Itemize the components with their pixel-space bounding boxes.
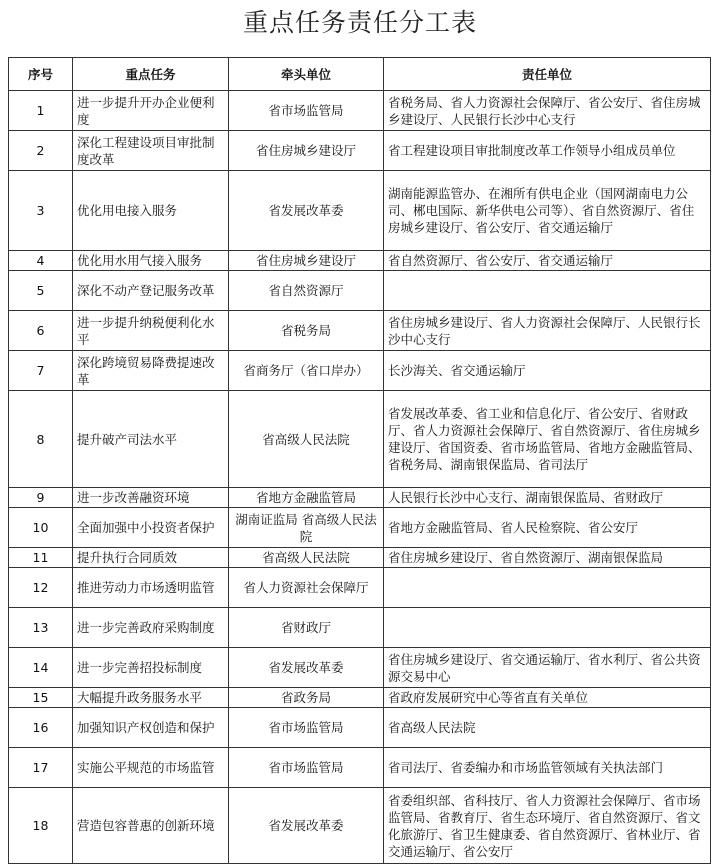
page-title: 重点任务责任分工表 (242, 8, 477, 37)
cell-task: 推进劳动力市场透明监管 (73, 568, 229, 608)
table-row (9, 648, 711, 688)
cell-task: 大幅提升政务服务水平 (73, 688, 229, 708)
cell-resp: 省住房城乡建设厅、省自然资源厅、湖南银保监局 (384, 548, 711, 568)
cell-no: 5 (9, 271, 73, 311)
cell-no: 9 (9, 488, 73, 508)
cell-resp: 长沙海关、省交通运输厅 (384, 351, 711, 391)
cell-resp: 省自然资源厅、省公安厅、省交通运输厅 (384, 251, 711, 271)
cell-no: 11 (9, 548, 73, 568)
cell-resp (384, 271, 711, 311)
cell-task: 优化用电接入服务 (73, 171, 229, 251)
cell-lead: 省住房城乡建设厅 (229, 131, 384, 171)
cell-task: 深化跨境贸易降费提速改革 (73, 351, 229, 391)
cell-no: 2 (9, 131, 73, 171)
cell-no: 1 (9, 91, 73, 131)
cell-lead: 省人力资源社会保障厅 (229, 568, 384, 608)
cell-lead: 省自然资源厅 (229, 271, 384, 311)
table-row (9, 171, 711, 251)
table-row (9, 311, 711, 351)
cell-no: 17 (9, 748, 73, 788)
cell-task: 深化不动产登记服务改革 (73, 271, 229, 311)
cell-lead: 省发展改革委 (229, 171, 384, 251)
cell-task: 提升执行合同质效 (73, 548, 229, 568)
cell-resp: 省政府发展研究中心等省直有关单位 (384, 688, 711, 708)
cell-lead: 省住房城乡建设厅 (229, 251, 384, 271)
cell-resp (384, 608, 711, 648)
cell-task: 优化用水用气接入服务 (73, 251, 229, 271)
header-no: 序号 (9, 58, 73, 91)
table-row (9, 251, 711, 271)
cell-no: 4 (9, 251, 73, 271)
cell-no: 18 (9, 788, 73, 864)
cell-task: 提升破产司法水平 (73, 391, 229, 488)
cell-resp: 省税务局、省人力资源社会保障厅、省公安厅、省住房城乡建设厅、人民银行长沙中心支行 (384, 91, 711, 131)
table-row (9, 568, 711, 608)
table-row (9, 708, 711, 748)
table-row (9, 131, 711, 171)
cell-resp: 省住房城乡建设厅、省交通运输厅、省水利厅、省公共资源交易中心 (384, 648, 711, 688)
table-header-row (9, 58, 711, 91)
cell-no: 10 (9, 508, 73, 548)
cell-lead: 省发展改革委 (229, 788, 384, 864)
table-row (9, 488, 711, 508)
cell-resp: 省司法厅、省委编办和市场监管领域有关执法部门 (384, 748, 711, 788)
cell-lead: 省发展改革委 (229, 648, 384, 688)
cell-resp: 省住房城乡建设厅、省人力资源社会保障厅、人民银行长沙中心支行 (384, 311, 711, 351)
cell-no: 16 (9, 708, 73, 748)
cell-task: 进一步提升纳税便利化水平 (73, 311, 229, 351)
header-resp: 责任单位 (384, 58, 711, 91)
cell-lead: 省市场监管局 (229, 708, 384, 748)
table-row (9, 508, 711, 548)
cell-lead: 省市场监管局 (229, 91, 384, 131)
table-body (9, 91, 711, 864)
cell-task: 进一步改善融资环境 (73, 488, 229, 508)
cell-no: 15 (9, 688, 73, 708)
cell-lead: 省政务局 (229, 688, 384, 708)
cell-task: 进一步完善政府采购制度 (73, 608, 229, 648)
cell-no: 14 (9, 648, 73, 688)
cell-resp: 省发展改革委、省工业和信息化厅、省公安厅、省财政厅、省人力资源社会保障厅、省自然资源厅、省住房城乡建设厅、省国资委、省市场监管局、省地方金融监管局、省税务局、湖南银保监局、省司法厅 (384, 391, 711, 488)
cell-no: 3 (9, 171, 73, 251)
table-row (9, 91, 711, 131)
cell-resp: 湖南能源监管办、在湘所有供电企业（国网湖南电力公司、郴电国际、新华供电公司等）、省自然资源厅、省住房城乡建设厅、省公安厅、省交通运输厅 (384, 171, 711, 251)
cell-task: 进一步完善招投标制度 (73, 648, 229, 688)
table-row (9, 688, 711, 708)
cell-no: 13 (9, 608, 73, 648)
cell-task: 实施公平规范的市场监管 (73, 748, 229, 788)
cell-lead: 省地方金融监管局 (229, 488, 384, 508)
cell-task: 加强知识产权创造和保护 (73, 708, 229, 748)
cell-resp: 省工程建设项目审批制度改革工作领导小组成员单位 (384, 131, 711, 171)
table-row (9, 351, 711, 391)
cell-lead: 省财政厅 (229, 608, 384, 648)
cell-lead: 省税务局 (229, 311, 384, 351)
header-lead: 牵头单位 (229, 58, 384, 91)
cell-task: 营造包容普惠的创新环境 (73, 788, 229, 864)
cell-task: 进一步提升开办企业便利度 (73, 91, 229, 131)
cell-task: 全面加强中小投资者保护 (73, 508, 229, 548)
cell-lead: 省市场监管局 (229, 748, 384, 788)
cell-resp (384, 568, 711, 608)
table-row (9, 608, 711, 648)
table-row (9, 788, 711, 864)
cell-lead: 省高级人民法院 (229, 548, 384, 568)
table-row (9, 271, 711, 311)
cell-resp: 省委组织部、省科技厅、省人力资源社会保障厅、省市场监管局、省教育厅、省生态环境厅、省自然资源厅、省文化旅游厅、省卫生健康委、省自然资源厅、省林业厅、省交通运输厅、省公安厅 (384, 788, 711, 864)
cell-no: 12 (9, 568, 73, 608)
cell-resp: 省高级人民法院 (384, 708, 711, 748)
cell-no: 6 (9, 311, 73, 351)
cell-lead: 湖南证监局 省高级人民法院 (229, 508, 384, 548)
cell-lead: 省商务厅（省口岸办） (229, 351, 384, 391)
table-row (9, 391, 711, 488)
table-row (9, 548, 711, 568)
cell-resp: 省地方金融监管局、省人民检察院、省公安厅 (384, 508, 711, 548)
cell-no: 8 (9, 391, 73, 488)
responsibility-table (8, 57, 711, 864)
header-task: 重点任务 (73, 58, 229, 91)
cell-resp: 人民银行长沙中心支行、湖南银保监局、省财政厅 (384, 488, 711, 508)
cell-lead: 省高级人民法院 (229, 391, 384, 488)
table-row (9, 748, 711, 788)
cell-task: 深化工程建设项目审批制度改革 (73, 131, 229, 171)
cell-no: 7 (9, 351, 73, 391)
